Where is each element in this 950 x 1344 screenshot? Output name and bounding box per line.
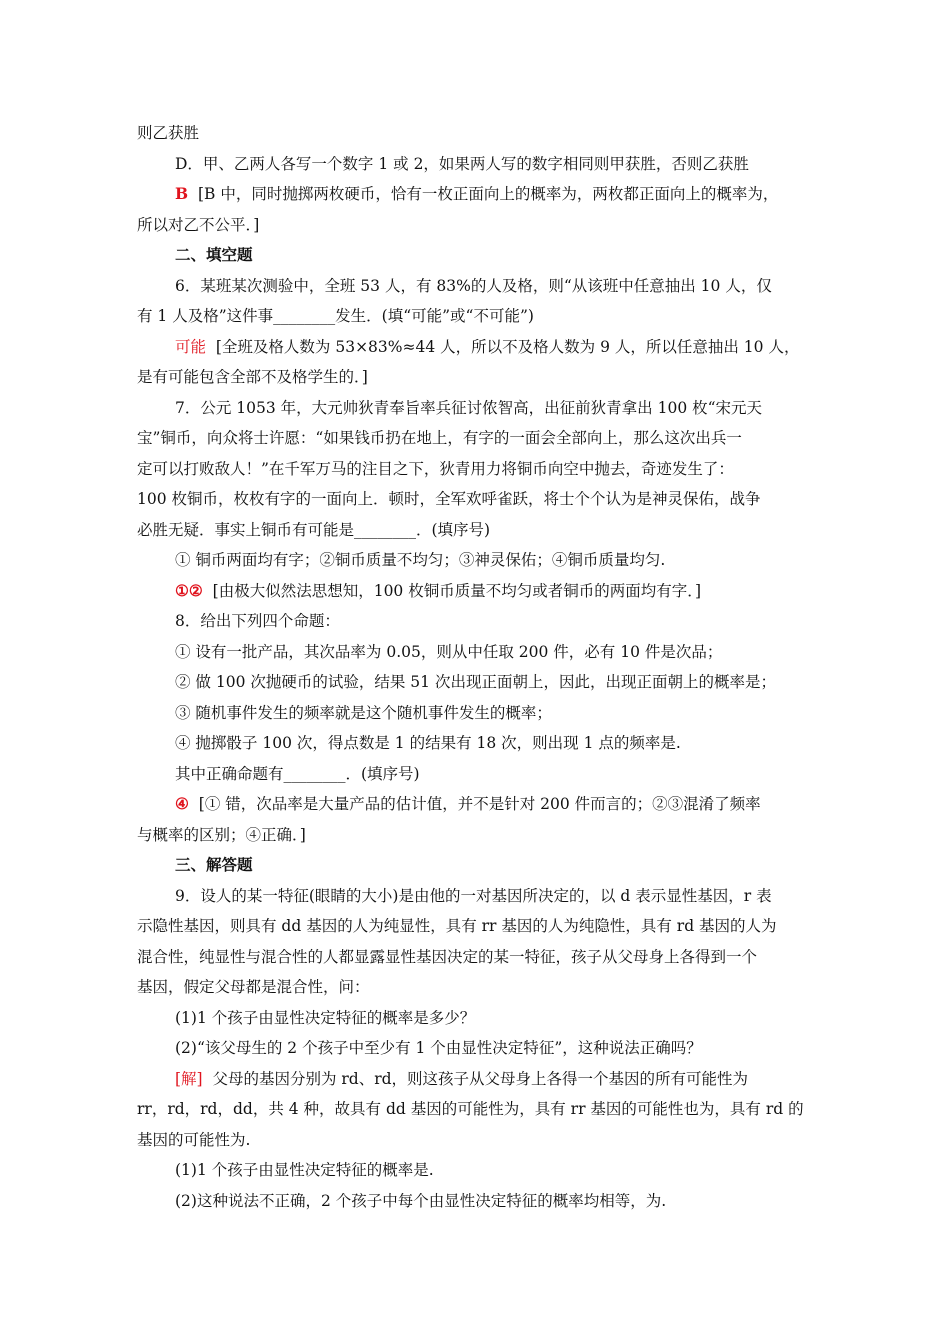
solution-9-line <box>137 1064 817 1095</box>
question-7-line-5: 必胜无疑．事实上铜币有可能是________．(填序号) <box>137 520 491 539</box>
solution-label: [解] <box>175 1069 203 1088</box>
question-7: 7．公元 1053 年，大元帅狄青奉旨率兵征讨侬智高，出征前狄青拿出 100 枚“宋元天 <box>175 398 763 417</box>
solution-9-part-1: (1)1 个孩子由显性决定特征的概率是. <box>175 1161 434 1179</box>
question-7-line-2: 宝”铜币，向众将士许愿：“如果钱币扔在地上，有字的一面会全部向上，那么这次出兵一 <box>137 429 742 447</box>
question-7-line-3: 定可以打败敌人！”在千军万马的注目之下，狄青用力将铜币向空中抛去，奇迹发生了： <box>137 459 734 478</box>
answer-8-label: ④ <box>175 794 189 813</box>
document-page <box>137 118 817 1216</box>
question-9-line-4: 基因，假定父母都是混合性，问： <box>137 978 370 996</box>
answer-5-explanation: [B 中，同时抛掷两枚硬币，恰有一枚正面向上的概率为，两枚都正面向上的概率为， <box>197 185 779 203</box>
question-9: 9．设人的某一特征(眼睛的大小)是由他的一对基因所决定的，以 d 表示显性基因，r 表 <box>175 886 772 905</box>
answer-8-explanation: [① 错，次品率是大量产品的估计值，并不是针对 200 件而言的；②③混淆了频率 <box>198 795 761 813</box>
answer-7-explanation: [由极大似然法思想知，100 枚铜币质量不均匀或者铜币的两面均有字．] <box>212 581 702 600</box>
solution-9-line-3: 基因的可能性为. <box>137 1130 251 1149</box>
option-d: D．甲、乙两人各写一个数字 1 或 2，如果两人写的数字相同则甲获胜，否则乙获胜 <box>175 154 749 173</box>
question-8-item-3: ③ 随机事件发生的频率就是这个随机事件发生的概率； <box>175 703 552 722</box>
answer-6-label: 可能 <box>175 337 207 356</box>
question-6: 6．某班某次测验中，全班 53 人，有 83%的人及格，则“从该班中任意抽出 10 人，仅 <box>175 276 772 295</box>
question-9-line-3: 混合性，纯显性与混合性的人都显露显性基因决定的某一特征，孩子从父母身上各得到一个 <box>137 947 758 966</box>
line-1: 则乙获胜 <box>137 124 200 142</box>
answer-8-line <box>137 789 817 820</box>
answer-6-explanation: [全班及格人数为 53×83%≈44 人，所以不及格人数为 9 人，所以任意抽出 10 人， <box>215 337 800 356</box>
answer-5-label: B <box>175 184 189 203</box>
question-9-part-1: (1)1 个孩子由显性决定特征的概率是多少？ <box>175 1008 476 1027</box>
question-7-line-4: 100 枚铜币，枚枚有字的一面向上．顿时，全军欢呼雀跃，将士个个认为是神灵保佑，战争 <box>137 490 761 508</box>
question-6-continued: 有 1 人及格”这件事________发生．(填“可能”或“不可能”) <box>137 307 534 325</box>
solution-9-text: 父母的基因分别为 rd、rd，则这孩子从父母身上各得一个基因的所有可能性为 <box>212 1069 749 1088</box>
question-8-item-1: ① 设有一批产品，其次品率为 0.05，则从中任取 200 件，必有 10 件是次品； <box>175 642 723 661</box>
answer-5-continued: 所以对乙不公平．] <box>137 215 260 234</box>
question-8-prompt: 其中正确命题有________．(填序号) <box>175 764 420 783</box>
question-8-item-2: ② 做 100 次抛硬币的试验，结果 51 次出现正面朝上，因此，出现正面朝上的概率是； <box>175 673 776 691</box>
question-7-options: ① 铜币两面均有字；②铜币质量不均匀；③神灵保佑；④铜币质量均匀. <box>175 551 666 569</box>
question-9-line-2: 示隐性基因，则具有 dd 基因的人为纯显性，具有 rr 基因的人为纯隐性，具有 rd 基因的人为 <box>137 917 777 935</box>
solution-9-part-2: (2)这种说法不正确，2 个孩子中每个由显性决定特征的概率均相等，为. <box>175 1191 667 1210</box>
section-heading-solutions: 三、解答题 <box>175 855 253 874</box>
answer-5-line <box>137 179 817 210</box>
answer-7-line <box>137 576 817 607</box>
answer-6-continued: 是有可能包含全部不及格学生的．] <box>137 368 368 386</box>
section-heading-fill-in: 二、填空题 <box>175 245 253 264</box>
answer-8-continued: 与概率的区别；④正确．] <box>137 825 306 844</box>
answer-7-label: ①② <box>175 580 203 600</box>
answer-6-line <box>137 332 817 363</box>
question-9-part-2: (2)“该父母生的 2 个孩子中至少有 1 个由显性决定特征”，这种说法正确吗？ <box>175 1039 702 1057</box>
question-8-item-4: ④ 抛掷骰子 100 次，得点数是 1 的结果有 18 次，则出现 1 点的频率是. <box>175 734 681 752</box>
question-8: 8．给出下列四个命题： <box>175 612 340 630</box>
solution-9-line-2: rr，rd，rd，dd，共 4 种，故具有 dd 基因的可能性为，具有 rr 基因的可能性也为，具有 rd 的 <box>137 1100 804 1118</box>
